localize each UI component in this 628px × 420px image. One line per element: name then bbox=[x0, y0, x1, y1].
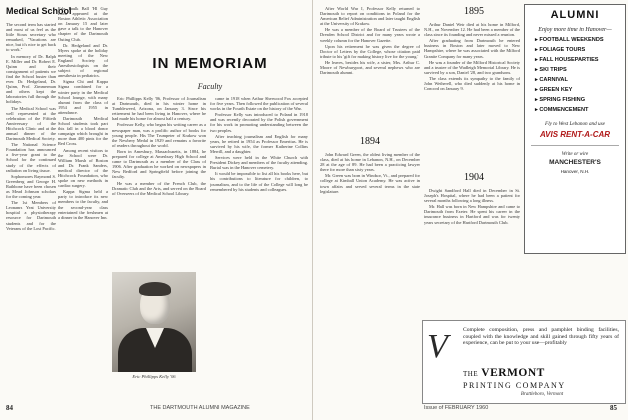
paragraph: After World War I, Professor Kelly returned to Dartmouth to report on conditions in Poland for the American Relief Administration and later taught English at the University of Krakow. bbox=[320, 6, 420, 27]
paragraph: The 1st Members of Leonanrs Yeat University hospital a physiotherapy resource for Dartmouth students and for the Veterans of the Lost Pacific. bbox=[6, 200, 56, 231]
faculty-subheading: Faculty bbox=[197, 82, 223, 91]
photo-caption: Eric Phillipps Kelly '06 bbox=[132, 374, 176, 379]
ad-event-item: ▸ SKI TRIPS bbox=[535, 67, 625, 73]
left-page bbox=[0, 0, 313, 420]
article-column-3 bbox=[112, 96, 206, 268]
article-column-4 bbox=[210, 96, 308, 400]
class-year-1894: 1894 bbox=[360, 136, 380, 147]
paragraph: The Medical School was well represented at the celebration of the Fiftieth Anniversary of the Hitchcock Clinic and at the annual dinner of the Dartmouth Medical Society. bbox=[6, 105, 56, 142]
paragraph: Dartmouth Medical School students took part this fall in a blood donor campaign which brought in more than 400 pints for the Red Cross. bbox=[58, 115, 108, 147]
ad-event-item: ▸ COMMENCEMENT bbox=[535, 107, 625, 113]
footer-issue-date: Issue of FEBRUARY 1960 bbox=[424, 405, 489, 411]
paragraph: Mr. Green was born in Windsor, Vt., and prepared for college at Kimball Union Academy. He was active in town affairs and served several terms in the state legislature. bbox=[320, 173, 420, 194]
obituary-column-1 bbox=[320, 6, 420, 132]
ad-event-item: ▸ FOOTBALL WEEKENDS bbox=[535, 37, 625, 43]
ad-subtitle: Enjoy more time in Hanover— bbox=[538, 27, 612, 33]
paragraph: Upon his retirement he was given the degree of Doctor of Letters by the College, whose citation paid tribute to his 'gift for making history live for the young.' bbox=[320, 43, 420, 59]
article-column-2 bbox=[58, 6, 108, 400]
paragraph: It would be impossible to list all his books here, but his contributions to literature for children, to journalism, and to the life of the College will long be remembered by his students and colleagues. bbox=[210, 171, 308, 192]
paragraph: After teaching journalism and English for many years, he retired in 1954 as Professor Emeritus. He is survived by his wife, the former Katherine Collins Merrill, and a daughter. bbox=[210, 133, 308, 154]
section-heading: Medical School bbox=[6, 6, 72, 16]
alumni-travel-ad bbox=[524, 4, 626, 254]
obituary-column-2 bbox=[424, 22, 520, 170]
ad-company-name bbox=[463, 367, 621, 379]
ad-avis-logo: AVIS RENT-A-CAR bbox=[539, 130, 611, 139]
paragraph: Dr. Hedgeland and Dr. Myers spoke at the holiday meeting of the New England Society of Anesthesiologists on the subject of regional anesthesia in pediatrics. bbox=[58, 42, 108, 79]
obituary-column-1b bbox=[320, 152, 420, 400]
ad-contact-box bbox=[531, 145, 619, 174]
paragraph: He was a founder of the Milford Historical Society and a trustee of the Wadleigh Memorial Library. He is survived by a son, Daniel '28, and two grandsons. bbox=[424, 59, 520, 75]
paragraph: Eric Phillipps Kelly '06, Professor of Journalism at Dartmouth, died in his winter home in Tumbleweed, Arizona, on January 3. Since his retirement he had been living in Hanover, where he had made his home for almost half a century. bbox=[112, 96, 206, 122]
obituary-column-2b bbox=[424, 188, 520, 314]
class-year-1904: 1904 bbox=[464, 172, 484, 183]
paragraph: Born in Amesbury, Massachusetts, in 1884, he prepared for college at Amesbury High School and came to Dartmouth as a member of the Class of 1906. After graduation he worked on newspapers in New Bedford and Springfield before joining the faculty. bbox=[112, 148, 206, 180]
paragraph: After graduating from Dartmouth he entered business in Boston and later moved to New Hampshire, where he was associated with the Milford Granite Company for many years. bbox=[424, 38, 520, 59]
paragraph: Dwight Sandford Hall died in December in St. Joseph's Hospital, where he had been a patient for several months following a long illness. bbox=[424, 188, 520, 204]
paragraph: The National Science Foundation has announced a five-year grant to the School for the continued study of the effects of radiation on living tissue. bbox=[6, 142, 56, 173]
page-number-right: 85 bbox=[610, 404, 617, 412]
ad-printing-company: PRINTING COMPANY bbox=[463, 381, 566, 390]
paragraph: Kappa Sigma held a party to introduce its new members to the faculty, and the second-year class entertained the freshmen at a dinner in the Hanover Inn. bbox=[58, 189, 108, 220]
ad-event-item: ▸ SPRING FISHING bbox=[535, 97, 625, 103]
paragraph: Arthur Daniel Weir died at his home in Milford, N.H., on November 12. He had been a member of the class since its founding and never missed a reunion. bbox=[424, 22, 520, 38]
vermont-printing-ad bbox=[422, 320, 626, 404]
ad-brand: ALUMNI bbox=[550, 9, 600, 21]
page-number-left: 84 bbox=[6, 404, 13, 412]
paragraph: Sigma Chi and Kappa Sigma combined for a winter party in the Medical School lounge, with many alumni from the class of 1954 and 1955 in attendance. bbox=[58, 79, 108, 115]
paragraph: The second term has started and most of us feel as the little Sioux secretary who remarked, "Vacations are nice, but it's nice to get back to work." bbox=[6, 22, 56, 53]
ad-monogram: V bbox=[427, 328, 448, 365]
ad-write-line: Write or wire bbox=[561, 152, 589, 157]
ad-event-item: ▸ FALL HOUSEPARTIES bbox=[535, 57, 625, 63]
ad-the: THE bbox=[463, 370, 479, 378]
in-memoriam-banner: IN MEMORIAM bbox=[152, 55, 268, 72]
article-column-1 bbox=[6, 22, 56, 400]
ad-event-item: ▸ CARNIVAL bbox=[535, 77, 625, 83]
paragraph: In memory of Dr. Ralph E. Miller and Dr. Robert E. Quinn and their consignment of patients we find the School busier than ever. Dr. Hedgeland, Dr. Quinn, Prof. Zimmerman and others kept the laboratories full through the holidays. bbox=[6, 53, 56, 105]
paragraph: John Edward Green, the oldest living member of the class, died at his home in Lebanon, N.H., on December 28 at the age of 89. He had been a practicing lawyer there for more than sixty years. bbox=[320, 152, 420, 173]
ad-event-list bbox=[535, 37, 625, 113]
class-year-1895: 1895 bbox=[464, 6, 484, 17]
paragraph: He was a member of the Board of Trustees of the Dresden School District and for many years wrote a weekly column for the Hanover Gazette. bbox=[320, 27, 420, 43]
paragraph: Mr. Hall was born in New Hampshire and came to Dartmouth from Exeter. He spent his career in the insurance business in Hartford and was for twenty years secretary of the Hartford Dartmouth Club. bbox=[424, 204, 520, 225]
ad-event-item: ▸ FOLIAGE TOURS bbox=[535, 47, 625, 53]
paragraph: Professor Kelly, who began his writing career as a newspaper man, was a prolific author of books for young people. His The Trumpeter of Krakow won the Newbery Medal in 1929 and remains a favorite of readers throughout the world. bbox=[112, 122, 206, 148]
photo-hair bbox=[139, 282, 171, 296]
portrait-photo bbox=[112, 272, 196, 372]
paragraph: The class extends its sympathy to the family of John Wetherell, who died suddenly at his home in Concord on January 9. bbox=[424, 75, 520, 92]
ad-pitch-text: Complete composition, press and pamphlet binding facilities, coupled with the knowledge and skill gained through fifty years of experience, can be put to your use—profitably bbox=[463, 327, 619, 347]
ad-location: Hanover, N.H. bbox=[560, 169, 590, 174]
ad-vermont: VERMONT bbox=[481, 367, 545, 379]
ad-town: Brattleboro, Vermont bbox=[520, 392, 564, 397]
paragraph: Among recent visitors to the School were Dr. William Marsh of Boston and Dr. Frank Sanders, medical director of the Hitchcock Foundation, who spoke on new methods in cardiac surgery. bbox=[58, 147, 108, 189]
ad-event-item: ▸ GREEN KEY bbox=[535, 87, 625, 93]
paragraph: Professor Kelly was introduced to Poland in 1918 and was recently decorated by the Polish government for his work in promoting understanding between the two peoples. bbox=[210, 112, 308, 133]
paragraph: Services were held in the White Church with President Dickey and members of the faculty attending. Burial was in the Hanover cemetery. bbox=[210, 155, 308, 171]
paragraph: He was a member of the French Club, the Dramatic Club and the Arts, and served on the Board of Overseers of the Medical School Library. bbox=[112, 180, 206, 196]
footer-magazine-title: THE DARTMOUTH ALUMNI MAGAZINE bbox=[150, 405, 250, 411]
paragraph: came in 1918 when Arthur Sherwood Fox accepted for five years. Then followed the publication of several works in the Fourth Estate on the history of the War. bbox=[210, 96, 308, 112]
paragraph: He leaves, besides his wife, a sister, Mrs. Arthur C. Moore of Newburyport, and several nephews who are Dartmouth alumni. bbox=[320, 59, 420, 76]
ad-fly-line: Fly to West Lebanon and use bbox=[545, 121, 605, 127]
ad-agency-name: MANCHESTER'S bbox=[549, 159, 601, 166]
paragraph: Sophomores Raymond S. Greenberg and George H. Rathbone have been chosen as Mead Johnson scholars for the coming year. bbox=[6, 173, 56, 200]
paragraph: Erle Faulk Ball 'Hl Guy Lock appeared at the Boston Athletic Association on January 15 and later gave a talk to the Hanover chapter of the Dartmouth Outing Club. bbox=[58, 6, 108, 42]
